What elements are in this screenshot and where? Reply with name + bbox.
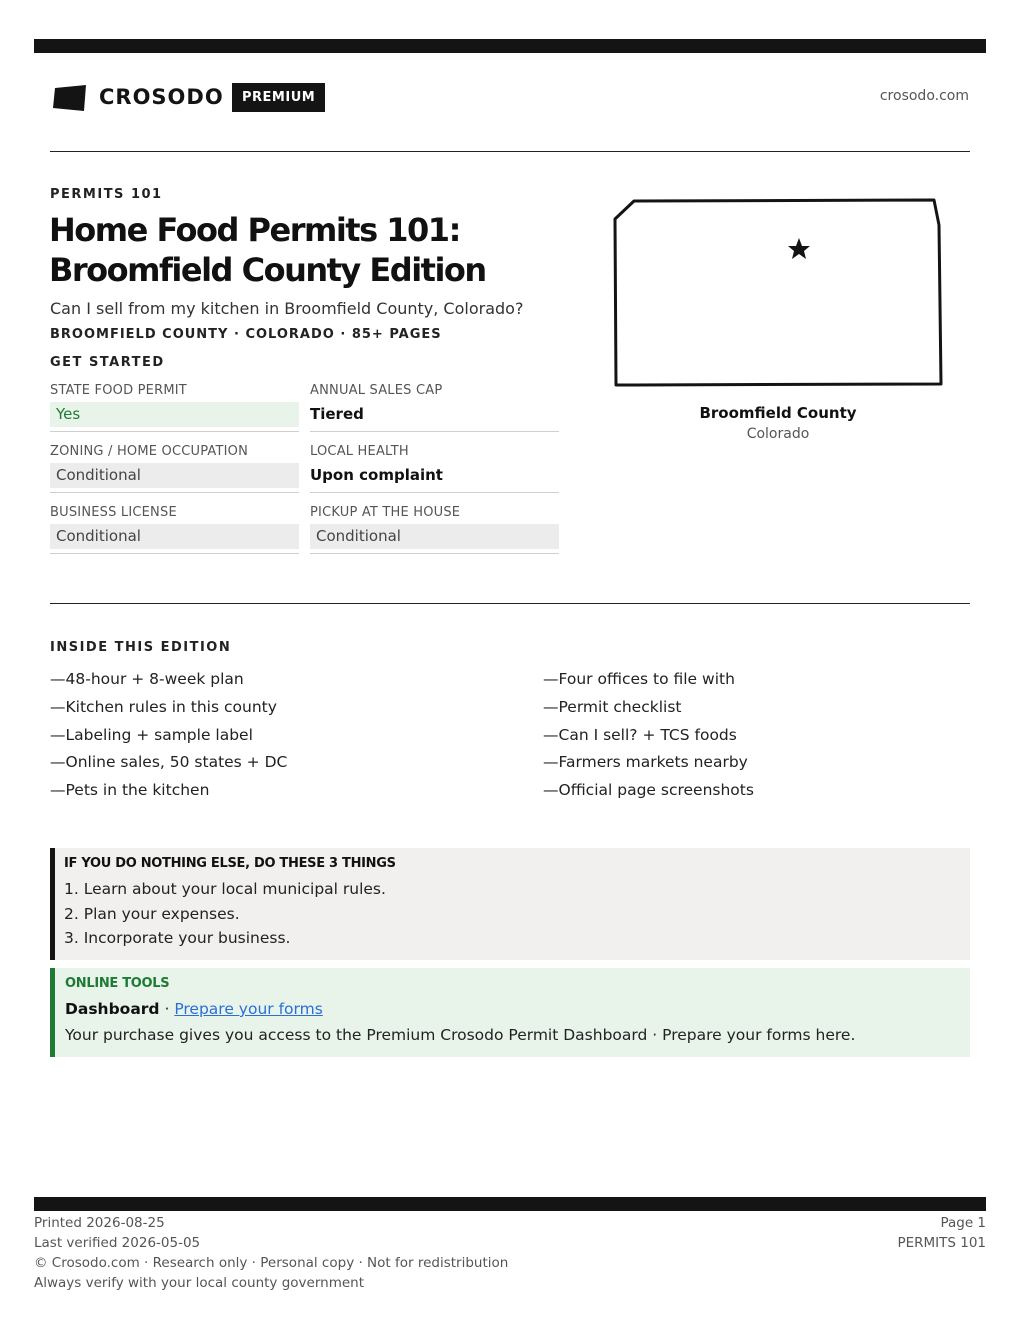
permit-zoning bbox=[50, 443, 299, 504]
list-item: —Four offices to file with bbox=[543, 670, 735, 688]
callout-list bbox=[64, 877, 970, 951]
title-line-2: Broomfield County Edition bbox=[49, 251, 486, 289]
contents-list-left bbox=[50, 666, 287, 805]
list-item: —Labeling + sample label bbox=[50, 725, 253, 744]
permit-label: STATE FOOD PERMIT bbox=[50, 383, 187, 398]
page-number: Page 1 bbox=[940, 1215, 986, 1231]
list-item: —Farmers markets nearby bbox=[543, 753, 748, 772]
footer-left bbox=[34, 1213, 508, 1293]
permit-pickup bbox=[310, 504, 559, 565]
dashboard-label: Dashboard bbox=[65, 1000, 160, 1018]
map-county-name: Broomfield County bbox=[699, 404, 857, 422]
permit-value: Tiered bbox=[310, 405, 364, 423]
permit-label: BUSINESS LICENSE bbox=[50, 505, 177, 520]
county-map bbox=[612, 197, 944, 391]
cell-divider bbox=[310, 431, 559, 432]
prepare-forms-link[interactable]: Prepare your forms bbox=[174, 1000, 323, 1018]
permit-value: Conditional bbox=[310, 524, 559, 549]
list-item: —Can I sell? + TCS foods bbox=[543, 725, 737, 744]
edition-meta: BROOMFIELD COUNTY · COLORADO · 85+ PAGES bbox=[50, 327, 442, 342]
verified-date: Last verified 2026-05-05 bbox=[34, 1235, 201, 1251]
header-divider bbox=[50, 151, 970, 152]
permit-annual-sales-cap bbox=[310, 382, 559, 443]
bottom-bar bbox=[34, 1197, 986, 1211]
permit-label: PICKUP AT THE HOUSE bbox=[310, 505, 461, 520]
star-icon bbox=[788, 238, 810, 259]
get-started-heading: GET STARTED bbox=[50, 355, 165, 370]
list-item: —Permit checklist bbox=[543, 697, 682, 716]
list-item: 3. Incorporate your business. bbox=[64, 929, 291, 947]
top-bar bbox=[34, 39, 986, 53]
list-item: —Pets in the kitchen bbox=[50, 781, 210, 800]
cell-divider bbox=[50, 553, 299, 554]
permit-label: LOCAL HEALTH bbox=[310, 444, 409, 459]
list-item: —Kitchen rules in this county bbox=[50, 697, 277, 716]
online-tools-box bbox=[50, 968, 970, 1057]
permit-state-food bbox=[50, 382, 299, 443]
section-divider bbox=[50, 603, 970, 604]
crosodo-logo-icon bbox=[53, 85, 87, 111]
footer-right bbox=[897, 1213, 986, 1253]
copyright-notice: © Crosodo.com · Research only · Personal copy · Not for redistribution bbox=[34, 1255, 509, 1271]
map-state-name: Colorado bbox=[746, 426, 810, 442]
list-item: —Online sales, 50 states + DC bbox=[50, 753, 288, 772]
title-line-1: Home Food Permits 101: bbox=[49, 211, 460, 249]
permit-local-health bbox=[310, 443, 559, 504]
brand-name: CROSODO bbox=[99, 85, 224, 109]
cell-divider bbox=[310, 553, 559, 554]
three-things-callout bbox=[50, 848, 970, 960]
list-item: 1. Learn about your local municipal rules. bbox=[64, 880, 386, 898]
callout-title: IF YOU DO NOTHING ELSE, DO THESE 3 THINGS bbox=[64, 856, 396, 871]
list-item: —48-hour + 8-week plan bbox=[50, 670, 244, 688]
contents-list-right bbox=[543, 666, 754, 805]
separator: · bbox=[159, 1000, 175, 1018]
permit-value: Upon complaint bbox=[310, 466, 443, 484]
permit-value: Yes bbox=[50, 402, 299, 427]
permit-label: ANNUAL SALES CAP bbox=[310, 383, 443, 398]
cell-divider bbox=[50, 431, 299, 432]
site-url[interactable]: crosodo.com bbox=[879, 88, 969, 104]
premium-badge: PREMIUM bbox=[232, 83, 325, 112]
tools-title: ONLINE TOOLS bbox=[65, 976, 170, 991]
cell-divider bbox=[50, 492, 299, 493]
page-subtitle: Can I sell from my kitchen in Broomfield County, Colorado? bbox=[50, 299, 524, 318]
cell-divider bbox=[310, 492, 559, 493]
permit-value: Conditional bbox=[50, 524, 299, 549]
list-item: —Official page screenshots bbox=[543, 781, 754, 800]
list-item: 2. Plan your expenses. bbox=[64, 904, 240, 923]
printed-date: Printed 2026-08-25 bbox=[34, 1215, 165, 1231]
inside-edition-heading: INSIDE THIS EDITION bbox=[50, 640, 232, 655]
permit-label: ZONING / HOME OCCUPATION bbox=[50, 444, 249, 459]
permit-value: Conditional bbox=[50, 463, 299, 488]
page-title bbox=[49, 210, 589, 290]
permit-business-license bbox=[50, 504, 299, 565]
tools-links-row bbox=[65, 998, 970, 1020]
section-eyebrow: PERMITS 101 bbox=[50, 187, 163, 202]
tools-description: Your purchase gives you access to the Premium Crosodo Permit Dashboard · Prepare your forms here. bbox=[65, 1026, 856, 1044]
disclaimer: Always verify with your local county government bbox=[34, 1275, 364, 1291]
footer-section: PERMITS 101 bbox=[897, 1235, 986, 1251]
permit-summary-grid bbox=[50, 382, 559, 565]
